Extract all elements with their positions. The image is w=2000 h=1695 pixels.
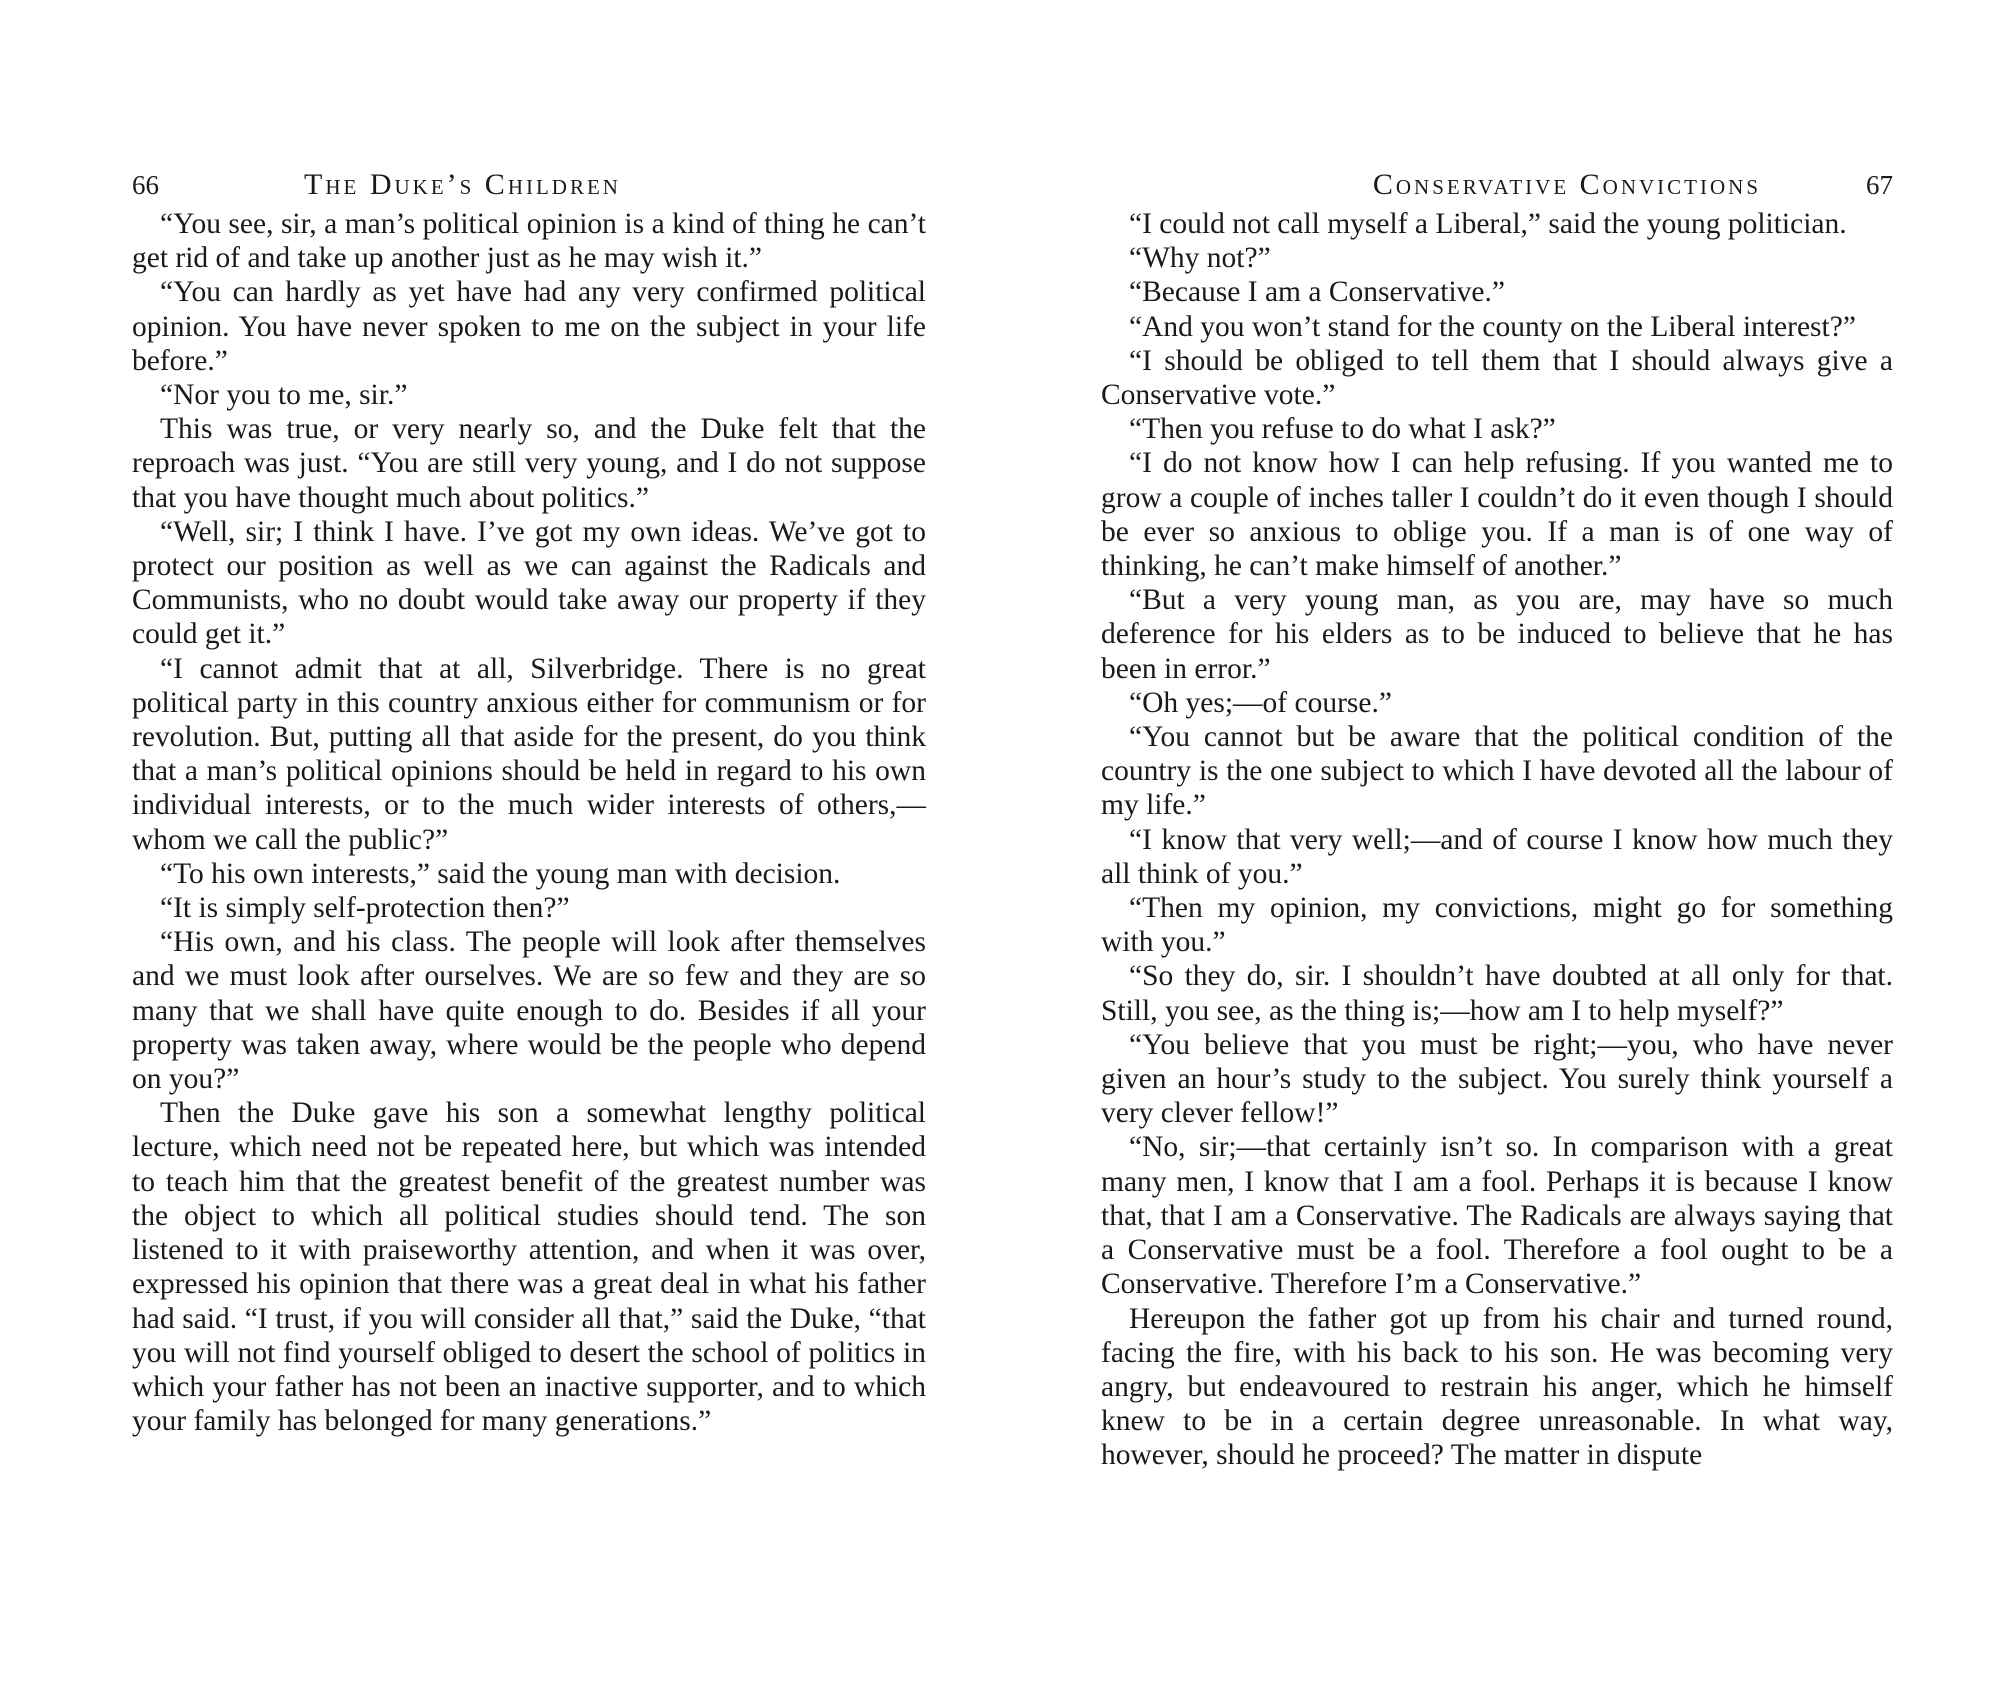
paragraph: “I could not call myself a Liberal,” said the young politician.: [1129, 208, 1847, 240]
paragraph: “His own, and his class. The people will look after themselves and we must look after ourselves. We are so few and they are so many that we shall have quite enough to do. Besides if all your property was taken away, where would be the people who depend on you?”: [132, 926, 926, 1096]
paragraph: “You cannot but be aware that the political condition of the country is the one subject to which I have devoted all the labour of my life.”: [1101, 721, 1893, 822]
page-number-right: 67: [1866, 170, 1893, 200]
right-page: [1101, 165, 1893, 1473]
paragraph: “So they do, sir. I shouldn’t have doubted at all only for that. Still, you see, as the thing is;—how am I to help myself?”: [1101, 960, 1893, 1027]
paragraph: “Oh yes;—of course.”: [1129, 686, 1392, 719]
paragraph: “You see, sir, a man’s political opinion is a kind of thing he can’t get rid of and take up another just as he may wish it.”: [132, 208, 926, 275]
paragraph: “You believe that you must be right;—you, who have never given an hour’s study to the subject. You surely think yourself a very clever fellow!”: [1101, 1028, 1893, 1130]
page-number-left: 66: [132, 170, 159, 200]
paragraph: “No, sir;—that certainly isn’t so. In comparison with a great many men, I know that I am a fool. Perhaps it is because I know that, that I am a Conservative. The Radicals are always saying that a Conservative must be a fool. Therefore a fool ought to be a Conservative. Therefore I’m a Conservative.”: [1101, 1131, 1893, 1301]
paragraph: Then the Duke gave his son a somewhat lengthy political lecture, which need not be repeated here, but which was intended to teach him that the greatest benefit of the greatest number was the object to which all political studies should tend. The son listened to it with praiseworthy attention, and when it was over, expressed his opinion that there was a great deal in what his father had said. “I trust, if you will consider all that,” said the Duke, “that you will not find yourself obliged to desert the school of politics in which your father has not been an inactive supporter, and to which your family has belonged for many generations.”: [132, 1097, 926, 1438]
paragraph: “You can hardly as yet have had any very confirmed political opinion. You have never spoken to me on the subject in your life before.”: [132, 276, 926, 377]
left-page: [132, 165, 926, 1438]
paragraph: “I do not know how I can help refusing. If you wanted me to grow a couple of inches taller I couldn’t do it even though I should be ever so anxious to oblige you. If a man is of one way of thinking, he can’t make himself of another.”: [1101, 447, 1893, 583]
paragraph: “But a very young man, as you are, may have so much deference for his elders as to be induced to believe that he has been in error.”: [1101, 584, 1893, 685]
paragraph: “I should be obliged to tell them that I should always give a Conservative vote.”: [1101, 344, 1893, 412]
right-running-head: [1101, 165, 1893, 205]
paragraph: “Then my opinion, my convictions, might go for something with you.”: [1101, 892, 1893, 959]
left-page-body: [132, 207, 926, 1438]
left-running-head: [132, 165, 926, 205]
paragraph: “To his own interests,” said the young man with decision.: [160, 857, 841, 890]
paragraph: “Because I am a Conservative.”: [1129, 276, 1505, 309]
paragraph: “I cannot admit that at all, Silverbridge. There is no great political party in this country anxious either for communism or for revolution. But, putting all that aside for the present, do you think that a man’s political opinions should be held in regard to his own individual interests, or to the much wider interests of others,—whom we call the public?”: [132, 652, 926, 856]
paragraph: This was true, or very nearly so, and the Duke felt that the reproach was just. “You are still very young, and I do not suppose that you have thought much about politics.”: [132, 413, 926, 514]
paragraph: “And you won’t stand for the county on the Liberal interest?”: [1129, 310, 1856, 343]
paragraph: “I know that very well;—and of course I know how much they all think of you.”: [1101, 823, 1893, 890]
chapter-title-header: Conservative Convictions: [1372, 168, 1761, 201]
paragraph: “Why not?”: [1129, 242, 1271, 275]
paragraph: “Well, sir; I think I have. I’ve got my own ideas. We’ve got to protect our position as well as we can against the Radicals and Communists, who no doubt would take away our property if they could get it.”: [132, 515, 926, 651]
paragraph: Hereupon the father got up from his chair and turned round, facing the fire, with his back to his son. He was becoming very angry, but endeavoured to restrain his anger, which he himself knew to be in a certain degree unreasonable. In what way, however, should he proceed? The matter in dispute: [1101, 1302, 1893, 1472]
paragraph: “Nor you to me, sir.”: [160, 379, 408, 412]
paragraph: “Then you refuse to do what I ask?”: [1129, 413, 1556, 446]
right-page-body: [1101, 207, 1893, 1473]
paragraph: “It is simply self-protection then?”: [160, 892, 570, 925]
book-title-header: The Duke’s Children: [304, 168, 621, 201]
